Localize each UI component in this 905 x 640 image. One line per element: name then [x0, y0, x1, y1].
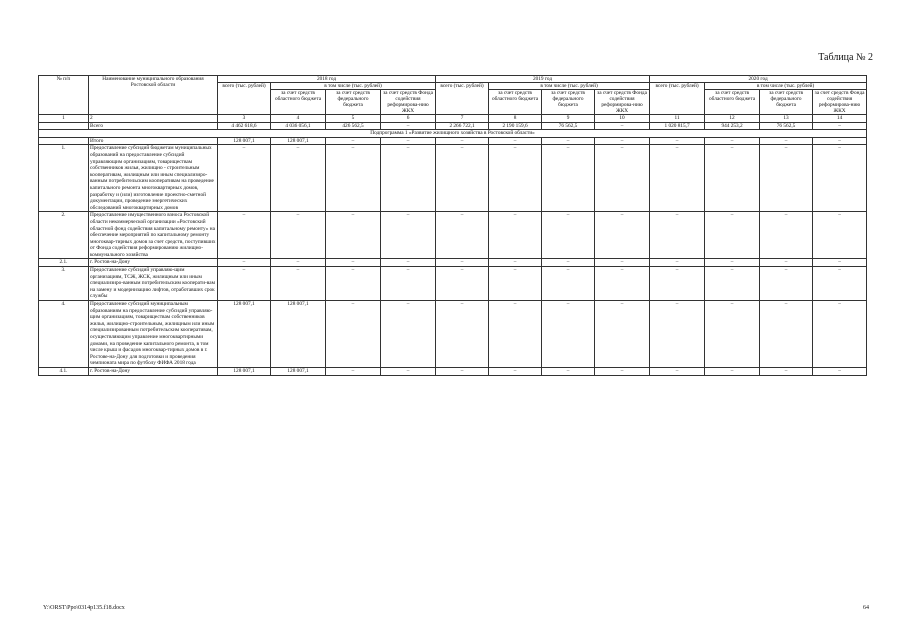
- row-value: –: [436, 259, 489, 267]
- total-cell: 4 462 618,6: [218, 122, 271, 130]
- row-value: –: [760, 301, 813, 368]
- table-caption: Таблица № 2: [818, 52, 873, 63]
- row-value: –: [813, 259, 867, 267]
- row-value: –: [436, 267, 489, 301]
- row-value: –: [813, 367, 867, 375]
- footer-page-number: 64: [863, 605, 869, 611]
- row-value: –: [381, 301, 436, 368]
- row-value: –: [381, 212, 436, 259]
- row-value: –: [813, 137, 867, 145]
- row-value: 128 007,1: [271, 137, 326, 145]
- row-name: Итого: [89, 137, 218, 145]
- col-number: 12: [705, 115, 760, 123]
- row-value: –: [595, 259, 650, 267]
- row-value: –: [489, 212, 542, 259]
- header-incl-2018: в том числе (тыс. рублей): [271, 83, 436, 90]
- subprogram-row: [39, 130, 867, 138]
- row-name: г. Ростов-на-Дону: [89, 259, 218, 267]
- total-cell: –: [813, 122, 867, 130]
- row-value: –: [650, 137, 705, 145]
- row-value: –: [595, 212, 650, 259]
- row-value: –: [760, 145, 813, 212]
- row-value: –: [436, 145, 489, 212]
- row-name: Предоставление субсидий муниципальным образованиям на предоставление субсидий управляю-щим организациям, товариществам собственников жилья, жилищно-строительным, жилищным или иным специализированным потребительским кооперативам, осуществляющим управление многоквартирными домами, на проведение капитального ремонта, в том числе крыш и фасадов многоквар-тирных домов в г. Ростове-на-Дону для подготовки и проведения чемпионата мира по футболу ФИФА 2018 года: [89, 301, 218, 368]
- header-total-2019: всего (тыс. рублей): [436, 83, 489, 115]
- row-value: 128 007,1: [271, 301, 326, 368]
- row-value: –: [542, 267, 595, 301]
- total-cell: 944 253,2: [705, 122, 760, 130]
- header-federal-2020: за счет средств федерального бюджета: [760, 90, 813, 115]
- header-num: № п/п: [39, 76, 89, 115]
- row-value: –: [595, 301, 650, 368]
- row-value: –: [218, 259, 271, 267]
- row-value: –: [595, 137, 650, 145]
- row-name: г. Ростов-на-Дону: [89, 367, 218, 375]
- row-value: –: [813, 301, 867, 368]
- header-year-2020: 2020 год: [650, 76, 867, 83]
- table-body: [39, 115, 867, 376]
- row-value: –: [813, 267, 867, 301]
- row-value: –: [705, 259, 760, 267]
- row-value: –: [489, 259, 542, 267]
- col-number: 4: [271, 115, 326, 123]
- row-value: –: [381, 145, 436, 212]
- row-value: –: [760, 259, 813, 267]
- col-number: 13: [760, 115, 813, 123]
- row-number: 2.1.: [39, 259, 89, 267]
- row-value: –: [271, 212, 326, 259]
- table-row: [39, 212, 867, 259]
- header-incl-2020: в том числе (тыс. рублей): [705, 83, 867, 90]
- row-value: 128 007,1: [218, 137, 271, 145]
- header-fund-2019: за счет средств Фонда содействия реформирова-нию ЖКХ: [595, 90, 650, 115]
- row-value: –: [650, 267, 705, 301]
- col-number: 11: [650, 115, 705, 123]
- row-value: –: [542, 137, 595, 145]
- row-number: 4.: [39, 301, 89, 368]
- row-value: –: [542, 301, 595, 368]
- row-value: –: [381, 367, 436, 375]
- col-number: 2: [89, 115, 218, 123]
- row-value: –: [705, 145, 760, 212]
- header-federal-2019: за счет средств федерального бюджета: [542, 90, 595, 115]
- total-cell: 1 020 815,7: [650, 122, 705, 130]
- total-cell: –: [381, 122, 436, 130]
- row-value: –: [436, 137, 489, 145]
- row-number: 2.: [39, 212, 89, 259]
- row-value: –: [542, 367, 595, 375]
- row-value: –: [705, 267, 760, 301]
- row-value: –: [218, 267, 271, 301]
- row-value: –: [436, 367, 489, 375]
- header-name: Наименование муниципального образования Ростовской области: [89, 76, 218, 115]
- col-number: 5: [326, 115, 381, 123]
- total-cell: 76 562,5: [542, 122, 595, 130]
- row-value: –: [271, 145, 326, 212]
- header-total-2018: всего (тыс. рублей): [218, 83, 271, 115]
- row-value: –: [218, 145, 271, 212]
- col-number: 3: [218, 115, 271, 123]
- header-federal-2018: за счет средств федерального бюджета: [326, 90, 381, 115]
- total-cell: [39, 122, 89, 130]
- row-value: –: [595, 367, 650, 375]
- row-value: –: [218, 212, 271, 259]
- header-year-2018: 2018 год: [218, 76, 436, 83]
- col-number: 7: [436, 115, 489, 123]
- header-regional-2018: за счет средств областного бюджета: [271, 90, 326, 115]
- row-number: [39, 137, 89, 145]
- row-value: –: [650, 212, 705, 259]
- row-value: –: [813, 212, 867, 259]
- header-regional-2020: за счет средств областного бюджета: [705, 90, 760, 115]
- row-value: –: [381, 137, 436, 145]
- table-header: [39, 76, 867, 115]
- row-value: –: [436, 301, 489, 368]
- row-value: –: [650, 301, 705, 368]
- row-value: 128 007,1: [218, 367, 271, 375]
- row-value: –: [436, 212, 489, 259]
- total-cell: 426 562,5: [326, 122, 381, 130]
- row-value: –: [760, 267, 813, 301]
- row-name: Предоставление субсидий бюджетам муниципальных образований на предоставление субсидий управляющим организациям, товариществам собственников жилья, жилищно - строительным кооперативам, жилищным или иным специализиро-ванным потребительским кооперативам на проведение капитального ремонта многоквартирных домов, разработку и (или) изготовление проектно-сметной документации, проведение энергетических обследований многоквартирных домов: [89, 145, 218, 212]
- row-value: –: [271, 267, 326, 301]
- row-value: –: [705, 212, 760, 259]
- footer-file-path: Y:\ORST\Ppo\0314p135.f18.docx: [43, 605, 125, 611]
- row-number: 1.: [39, 145, 89, 212]
- table-row: [39, 267, 867, 301]
- row-value: –: [542, 145, 595, 212]
- row-value: –: [326, 259, 381, 267]
- row-value: –: [489, 367, 542, 375]
- row-value: –: [326, 301, 381, 368]
- row-value: –: [595, 145, 650, 212]
- row-value: –: [271, 259, 326, 267]
- header-incl-2019: в том числе (тыс. рублей): [489, 83, 650, 90]
- header-fund-2018: за счет средств Фонда содействия реформирова-нию ЖКХ: [381, 90, 436, 115]
- total-cell: 2 190 159,6: [489, 122, 542, 130]
- total-cell: –: [595, 122, 650, 130]
- total-cell: 2 266 722,1: [436, 122, 489, 130]
- row-value: –: [813, 145, 867, 212]
- row-number: 4.1.: [39, 367, 89, 375]
- row-value: –: [542, 212, 595, 259]
- row-value: –: [650, 145, 705, 212]
- column-number-row: [39, 115, 867, 123]
- row-value: –: [326, 137, 381, 145]
- row-value: –: [760, 212, 813, 259]
- row-value: –: [542, 259, 595, 267]
- table-row: [39, 367, 867, 375]
- row-value: –: [489, 137, 542, 145]
- row-value: –: [326, 145, 381, 212]
- header-total-2020: всего (тыс. рублей): [650, 83, 705, 115]
- budget-table: [38, 75, 867, 376]
- total-cell: 76 562,5: [760, 122, 813, 130]
- row-value: –: [760, 367, 813, 375]
- total-cell: 4 036 056,1: [271, 122, 326, 130]
- row-value: –: [326, 212, 381, 259]
- row-value: 128 007,1: [271, 367, 326, 375]
- header-year-2019: 2019 год: [436, 76, 650, 83]
- row-number: 3.: [39, 267, 89, 301]
- col-number: 14: [813, 115, 867, 123]
- row-value: 128 007,1: [218, 301, 271, 368]
- row-value: –: [489, 267, 542, 301]
- row-value: –: [489, 301, 542, 368]
- row-name: Предоставление субсидий управляю-щим организациям, ТСЖ, ЖСК, жилищным или иным специализиро-ванным потребительским кооперати-вам на замену и модернизацию лифтов, отработавших срок службы: [89, 267, 218, 301]
- row-value: –: [489, 145, 542, 212]
- row-value: –: [650, 367, 705, 375]
- row-value: –: [595, 267, 650, 301]
- header-regional-2019: за счет средств областного бюджета: [489, 90, 542, 115]
- col-number: 9: [542, 115, 595, 123]
- total-row: [39, 122, 867, 130]
- row-value: –: [381, 259, 436, 267]
- col-number: 10: [595, 115, 650, 123]
- subprogram-title: Подпрограмма 1 «Развитие жилищного хозяйства в Ростовской области»: [39, 130, 867, 138]
- row-name: Предоставление имущественного взноса Ростовской области некоммерческой организации «Ростовский областной фонд содействия капитальному ремонту» на обеспечение мероприятий по капитальному ремонту многоквар-тирных домов за счет средств, поступивших от Фонда содействия реформированию жилищно-коммунального хозяйства: [90, 212, 216, 258]
- table-row: [39, 145, 867, 212]
- col-number: 6: [381, 115, 436, 123]
- row-value: –: [326, 367, 381, 375]
- col-number: 1: [39, 115, 89, 123]
- table-row: [39, 137, 867, 145]
- col-number: 8: [489, 115, 542, 123]
- table-row: [39, 301, 867, 368]
- row-value: –: [650, 259, 705, 267]
- header-fund-2020: за счет средств Фонда содействия реформирова-нию ЖКХ: [813, 90, 867, 115]
- row-value: –: [760, 137, 813, 145]
- total-label: Всего: [89, 122, 218, 130]
- row-value: –: [705, 137, 760, 145]
- row-value: –: [326, 267, 381, 301]
- table-row: [39, 259, 867, 267]
- row-value: –: [705, 301, 760, 368]
- row-value: –: [705, 367, 760, 375]
- row-value: –: [381, 267, 436, 301]
